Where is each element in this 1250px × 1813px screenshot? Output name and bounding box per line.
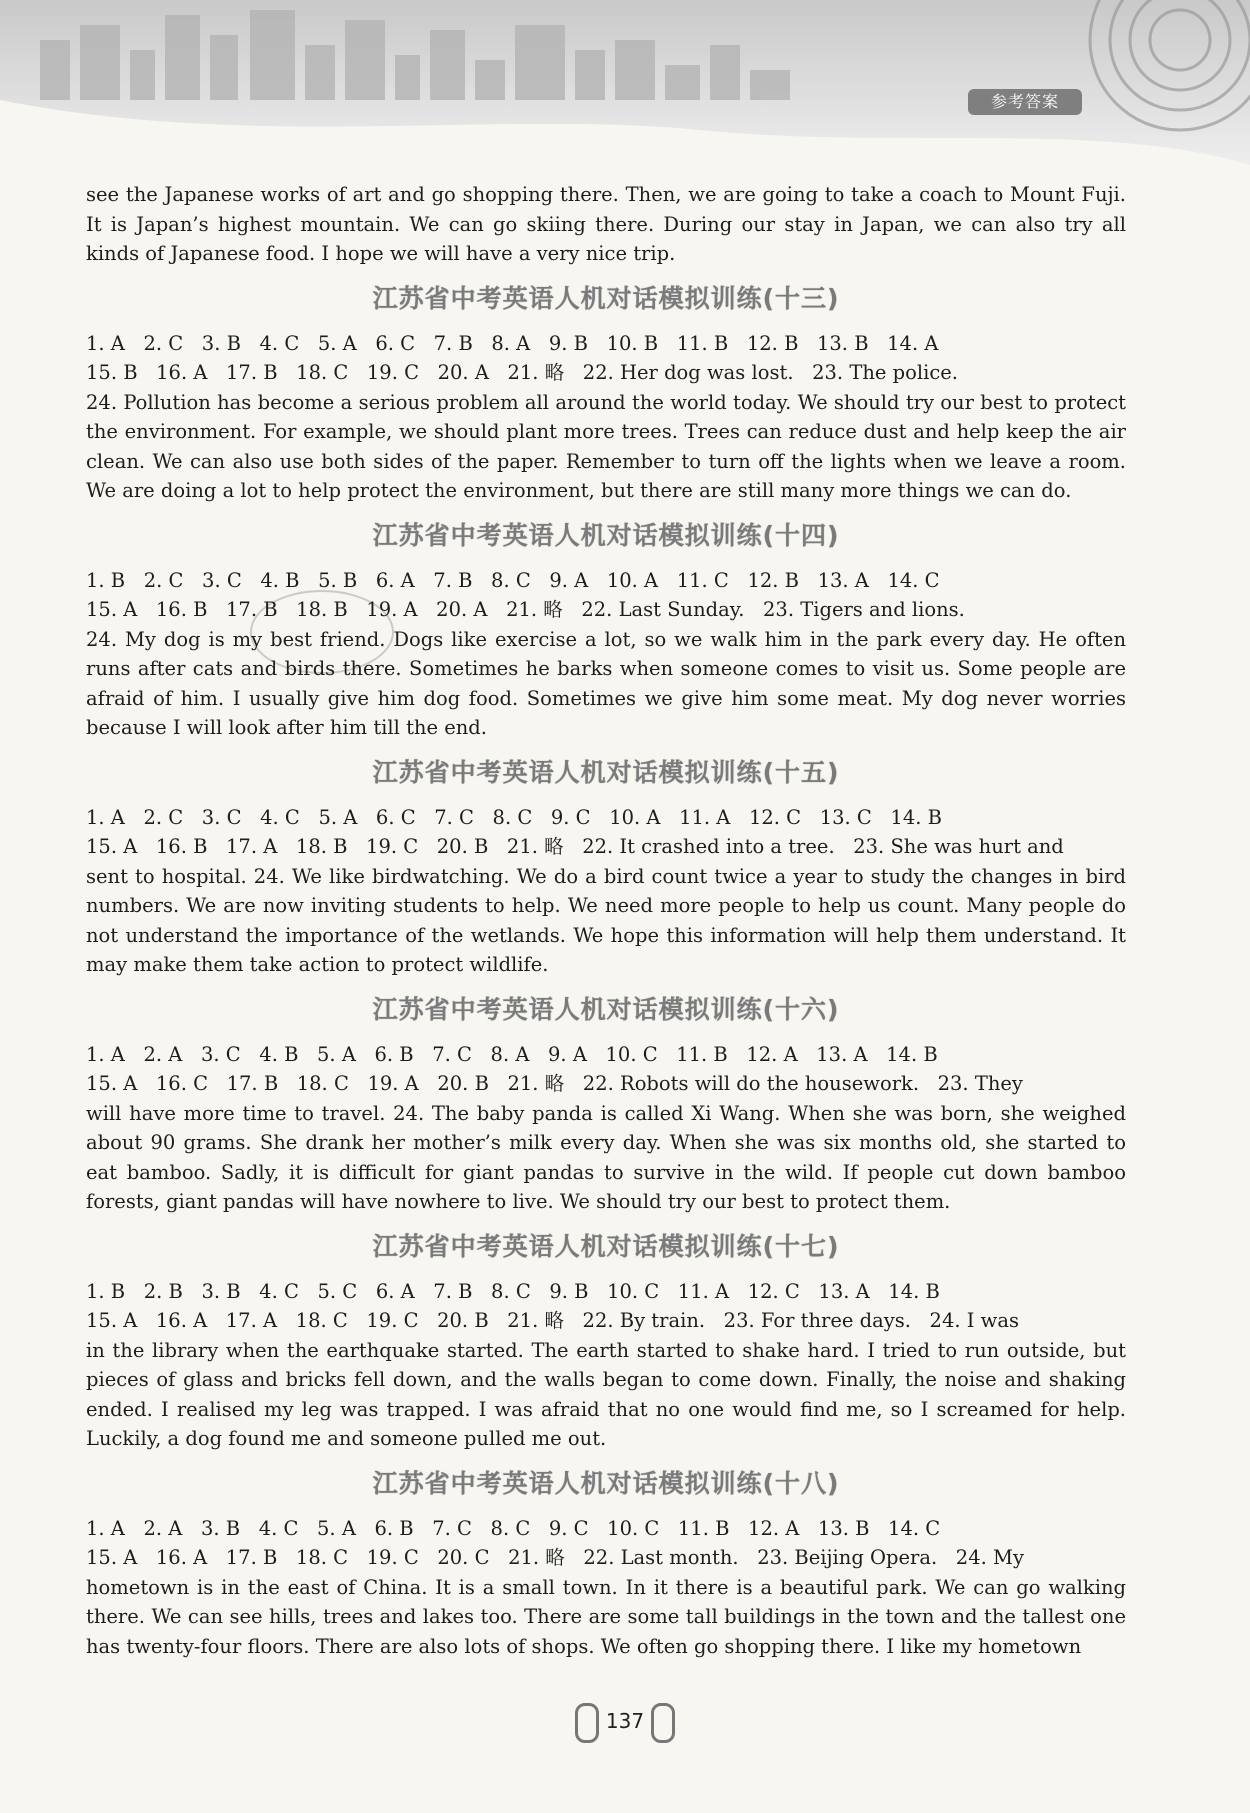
- section-title: 江苏省中考英语人机对话模拟训练(十四): [372, 520, 840, 550]
- section-title: 江苏省中考英语人机对话模拟训练(十七): [372, 1231, 840, 1261]
- page-content: [86, 180, 1126, 1661]
- section-title: 江苏省中考英语人机对话模拟训练(十三): [372, 283, 840, 313]
- answer-rows: [86, 1277, 1126, 1336]
- section-paragraph: sent to hospital. 24. We like birdwatching. We do a bird count twice a year to study the changes in bird numbers. We are now inviting students to help. We need more people to help us count. Many people do not understand the importance of the wetlands. We hope this information will help them understand. It may make them take action to protect wildlife.: [86, 864, 1126, 976]
- answer-row-2: 15. A 16. B 17. B 18. B 19. A 20. A 21. 略 22. Last Sunday. 23. Tigers and lions.: [86, 598, 965, 621]
- answer-row-1: 1. B 2. B 3. B 4. C 5. C 6. A 7. B 8. C 9. B 10. C 11. A 12. C 13. A 14. B: [86, 1279, 940, 1303]
- city-skyline-graphic: [0, 0, 1250, 165]
- answer-row-1: 1. A 2. C 3. C 4. C 5. A 6. C 7. C 8. C 9. C 10. A 11. A 12. C 13. C 14. B: [86, 805, 942, 829]
- answer-row-2: 15. A 16. B 17. A 18. B 19. C 20. B 21. 略 22. It crashed into a tree. 23. She was hurt and: [86, 835, 1064, 858]
- section-13: [86, 281, 1126, 506]
- answer-rows: [86, 1514, 1126, 1573]
- section-15: [86, 755, 1126, 980]
- section-title: 江苏省中考英语人机对话模拟训练(十八): [372, 1468, 840, 1498]
- answer-rows: [86, 1040, 1126, 1099]
- answer-row-1: 1. A 2. A 3. B 4. C 5. A 6. B 7. C 8. C 9. C 10. C 11. B 12. A 13. B 14. C: [86, 1516, 941, 1540]
- answer-row-2: 15. A 16. C 17. B 18. C 19. A 20. B 21. 略 22. Robots will do the housework. 23. They: [86, 1072, 1023, 1095]
- answer-row-1: 1. A 2. C 3. B 4. C 5. A 6. C 7. B 8. A 9. B 10. B 11. B 12. B 13. B 14. A: [86, 331, 939, 355]
- answer-row-1: 1. B 2. C 3. C 4. B 5. B 6. A 7. B 8. C 9. A 10. A 11. C 12. B 13. A 14. C: [86, 568, 940, 592]
- answer-rows: [86, 329, 1126, 388]
- section-14: [86, 518, 1126, 743]
- answer-row-2: 15. A 16. A 17. B 18. C 19. C 20. C 21. 略 22. Last month. 23. Beijing Opera. 24. My: [86, 1546, 1024, 1569]
- headphone-left-icon: [575, 1703, 599, 1743]
- answer-row-2: 15. B 16. A 17. B 18. C 19. C 20. A 21. 略 22. Her dog was lost. 23. The police.: [86, 361, 958, 384]
- page-header-banner: [0, 0, 1250, 165]
- answer-rows: [86, 566, 1126, 625]
- intro-paragraph: see the Japanese works of art and go shopping there. Then, we are going to take a coach to Mount Fuji. It is Japan’s highest mountain. We can go skiing there. During our stay in Japan, we can also try all kinds of Japanese food. I hope we will have a very nice trip.: [86, 183, 1126, 265]
- answer-row-2: 15. A 16. A 17. A 18. C 19. C 20. B 21. 略 22. By train. 23. For three days. 24. I was: [86, 1309, 1019, 1332]
- section-16: [86, 992, 1126, 1217]
- section-paragraph: 24. My dog is my best friend. Dogs like exercise a lot, so we walk him in the park every day. He often runs after cats and birds there. Sometimes he barks when someone comes to visit us. Some people are afraid of him. I usually give him dog food. Sometimes we give him some meat. My dog never worries because I will look after him till the end.: [86, 627, 1126, 739]
- section-paragraph: will have more time to travel. 24. The baby panda is called Xi Wang. When she was born, she weighed about 90 grams. She drank her mother’s milk every day. When she was six months old, she started to eat bamboo. Sadly, it is difficult for giant pandas to survive in the wild. If people cut down bamboo forests, giant pandas will have nowhere to live. We should try our best to protect them.: [86, 1101, 1126, 1213]
- headphone-right-icon: [651, 1703, 675, 1743]
- page-number: [573, 1697, 677, 1745]
- section-paragraph: 24. Pollution has become a serious problem all around the world today. We should try our best to protect the environment. For example, we should plant more trees. Trees can reduce dust and help keep the air clean. We can also use both sides of the paper. Remember to turn off the lights when we leave a room. We are doing a lot to help protect the environment, but there are still many more things we can do.: [86, 390, 1126, 502]
- section-title: 江苏省中考英语人机对话模拟训练(十五): [372, 757, 840, 787]
- section-18: [86, 1466, 1126, 1662]
- page-number-text: 137: [605, 1709, 645, 1733]
- section-17: [86, 1229, 1126, 1454]
- section-paragraph: hometown is in the east of China. It is a small town. In it there is a beautiful park. We can go walking there. We can see hills, trees and lakes too. There are some tall buildings in the town and the tallest one has twenty-four floors. There are also lots of shops. We often go shopping there. I like my hometown: [86, 1575, 1126, 1658]
- answer-key-badge: 参考答案: [968, 89, 1082, 115]
- section-paragraph: in the library when the earthquake started. The earth started to shake hard. I tried to run outside, but pieces of glass and bricks fell down, and the walls began to come down. Finally, the noise and shaking ended. I realised my leg was trapped. I was afraid that no one would find me, so I screamed for help. Luckily, a dog found me and someone pulled me out.: [86, 1338, 1126, 1450]
- answer-rows: [86, 803, 1126, 862]
- answer-row-1: 1. A 2. A 3. C 4. B 5. A 6. B 7. C 8. A 9. A 10. C 11. B 12. A 13. A 14. B: [86, 1042, 938, 1066]
- section-title: 江苏省中考英语人机对话模拟训练(十六): [372, 994, 840, 1024]
